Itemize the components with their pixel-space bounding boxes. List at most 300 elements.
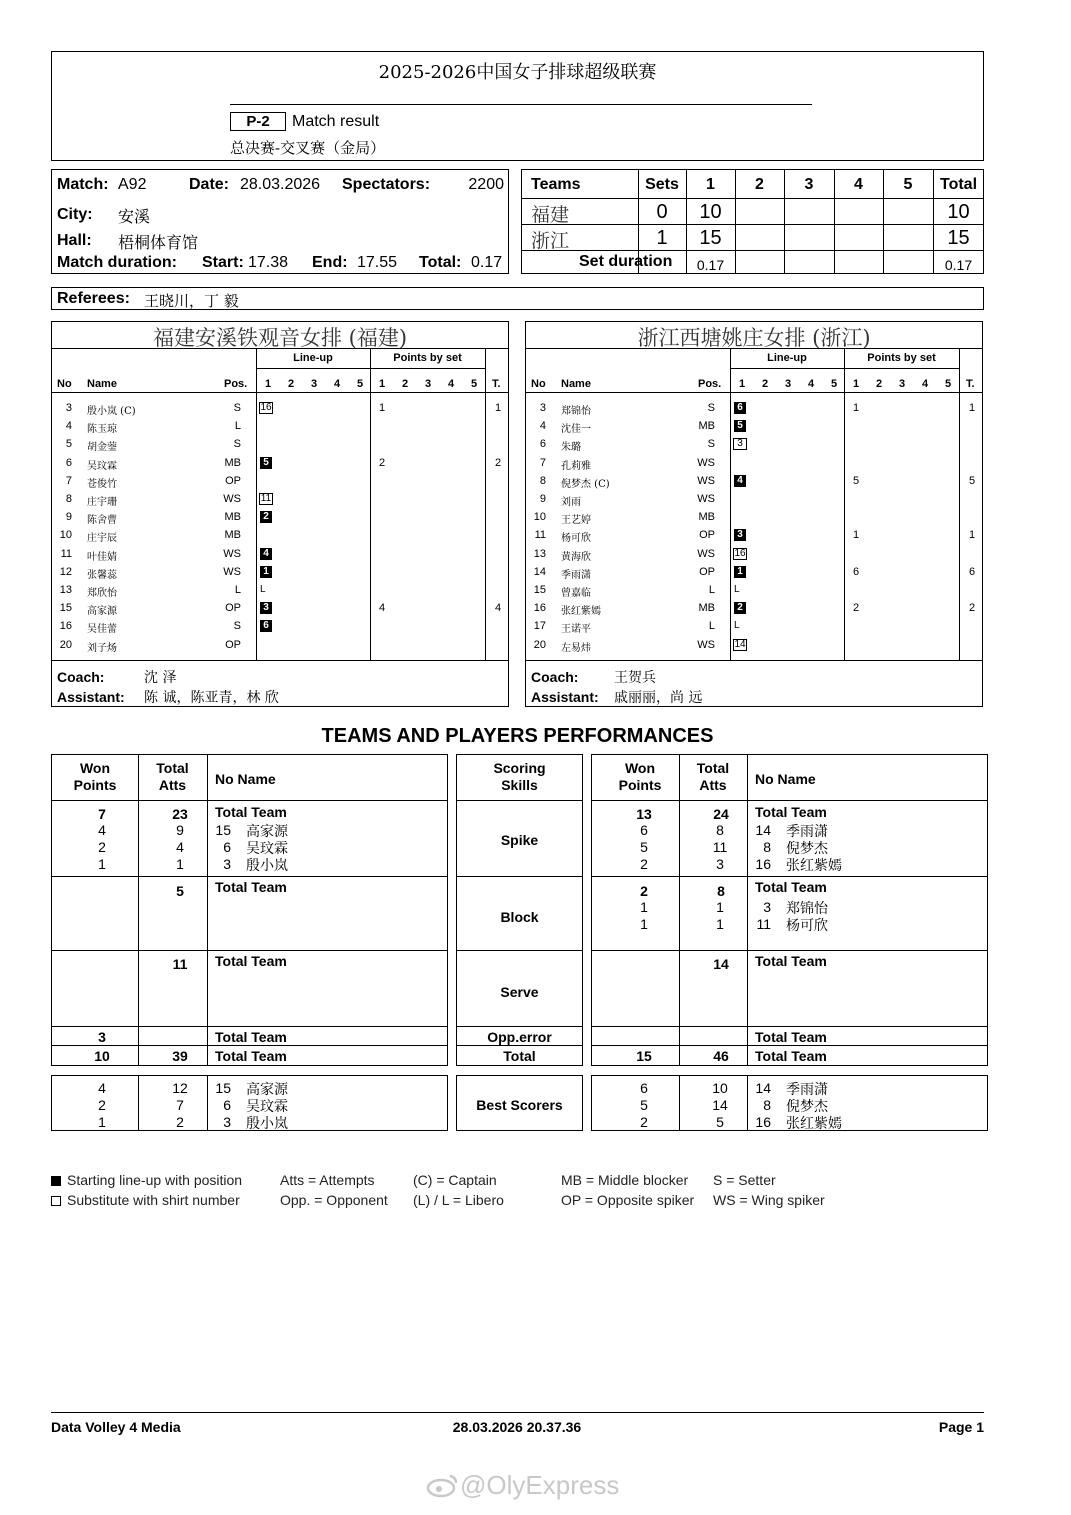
team-b-name: 浙江西塘姚庄女排 (浙江): [637, 326, 871, 350]
perf-player-no: 15: [215, 1080, 231, 1096]
player-position: WS: [697, 475, 715, 487]
perf-won: 5: [640, 839, 648, 855]
player-number: 6: [539, 438, 546, 450]
skill-opp-error: Opp.error: [487, 1029, 552, 1045]
spectators-label: Spectators:: [342, 176, 431, 193]
player-row: [52, 418, 508, 434]
total-team-b: Total Team: [755, 1048, 827, 1064]
player-row: [526, 418, 982, 434]
match-label: Match:: [57, 176, 109, 193]
player-name: 王诺平: [561, 624, 591, 635]
player-position: S: [707, 402, 715, 414]
assistant-label-b: Assistant:: [531, 689, 599, 705]
legend: [51, 1172, 951, 1212]
match-info-box: [51, 169, 509, 274]
player-position: OP: [225, 475, 241, 487]
spike-atts-a: 23: [172, 806, 188, 822]
spike-team-b: Total Team: [755, 804, 827, 820]
perf-player-no: 6: [223, 839, 231, 855]
player-row: [52, 491, 508, 507]
perf-atts: 1: [716, 899, 724, 915]
roster-team-b: [525, 321, 983, 707]
perf-won: 5: [640, 1097, 648, 1113]
skill-total: Total: [503, 1048, 536, 1064]
spike-team-a: Total Team: [215, 804, 287, 820]
player-row: [526, 637, 982, 653]
points-set-1: 6: [853, 566, 860, 578]
player-row: [52, 637, 508, 653]
player-number: 10: [59, 529, 72, 541]
lineup-start-badge: 4: [734, 475, 746, 487]
coach-a: 沈 泽: [144, 670, 177, 686]
player-name: 曾嘉临: [561, 588, 591, 599]
pts-col-2-b: 2: [876, 378, 883, 390]
set-header-1: 1: [706, 176, 715, 193]
points-by-set-header-b: Points by set: [867, 352, 936, 364]
players-team-b: [526, 400, 982, 660]
points-total: 1: [969, 402, 976, 414]
perf-atts: 5: [716, 1114, 724, 1130]
round-name: 总决赛-交叉赛（金局）: [230, 139, 386, 157]
player-number: 8: [65, 493, 72, 505]
footer-right: Page 1: [938, 1419, 984, 1435]
teams-header: Teams: [531, 176, 581, 193]
perf-player-name: 季雨潇: [786, 824, 828, 840]
player-row: [526, 546, 982, 562]
block-atts-b: 8: [717, 883, 725, 899]
set-header-4: 4: [854, 176, 863, 193]
spike-players-a: [52, 822, 447, 876]
player-row: [52, 527, 508, 543]
player-row: [526, 527, 982, 543]
perf-player-no: 6: [223, 1097, 231, 1113]
player-row: [52, 509, 508, 525]
player-position: S: [233, 438, 241, 450]
player-name: 叶佳婧: [87, 552, 117, 563]
total-header-a: Total: [156, 760, 189, 776]
score-total-a: 10: [947, 201, 970, 223]
legend-start: Starting line-up with position: [51, 1172, 242, 1188]
points-by-set-header-a: Points by set: [393, 352, 462, 364]
perf-won: 1: [98, 856, 106, 872]
col-total-a: T.: [492, 378, 501, 390]
lineup-start-badge: 4: [260, 548, 272, 560]
perf-player-name: 高家源: [246, 824, 288, 840]
perf-player-no: 14: [755, 822, 771, 838]
end-value: 17.55: [357, 254, 398, 271]
player-name: 黄海欣: [561, 552, 591, 563]
player-position: L: [234, 420, 241, 432]
player-name: 沈佳一: [561, 424, 591, 435]
block-won-b: 2: [640, 883, 648, 899]
perf-player-no: 3: [223, 856, 231, 872]
points-set-1: 4: [379, 602, 386, 614]
assistant-a: 陈 诚，陈亚青，林 欣: [144, 690, 279, 706]
perf-atts: 3: [716, 856, 724, 872]
best-scorers-a: [51, 1075, 448, 1131]
player-position: MB: [224, 457, 241, 469]
skills-column: [456, 754, 583, 1066]
perf-player-name: 吴玟霖: [246, 841, 288, 857]
player-row: [526, 600, 982, 616]
player-position: OP: [225, 639, 241, 651]
spike-players-b: [592, 822, 987, 876]
duration-label: Match duration:: [57, 254, 177, 271]
won-header-b: Won: [624, 760, 656, 776]
player-number: 17: [533, 620, 546, 632]
points-total: 5: [969, 475, 976, 487]
player-position: L: [234, 584, 241, 596]
perf-atts: 4: [176, 839, 184, 855]
end-label: End:: [312, 254, 348, 271]
pts-col-3-a: 3: [425, 378, 432, 390]
start-value: 17.38: [248, 254, 289, 271]
legend-op: OP = Opposite spiker: [561, 1192, 695, 1208]
block-team-a: Total Team: [215, 879, 287, 895]
points-total: 2: [495, 457, 502, 469]
perf-player-name: 杨可欣: [786, 918, 828, 934]
footer-center: 28.03.2026 20.37.36: [452, 1419, 582, 1435]
score-team-a: 福建: [531, 204, 570, 226]
player-position: S: [233, 620, 241, 632]
perf-player-name: 张红紫嫣: [786, 858, 842, 874]
perf-atts: 11: [712, 839, 728, 855]
player-name: 高家源: [87, 606, 117, 617]
perf-atts: 10: [712, 1080, 728, 1096]
player-name: 王艺婷: [561, 515, 591, 526]
perf-atts: 2: [176, 1114, 184, 1130]
player-name: 郑欣怡: [87, 588, 117, 599]
player-row: [52, 473, 508, 489]
report-name: Match result: [292, 113, 380, 130]
perf-won: 4: [98, 822, 106, 838]
set-header-5: 5: [903, 176, 913, 193]
player-name: 刘子炀: [87, 643, 117, 654]
footer-rule: [51, 1412, 984, 1413]
player-row: [526, 509, 982, 525]
player-name: 陈舍曹: [87, 515, 117, 526]
noname-header-a: No Name: [215, 771, 276, 787]
player-name: 左易炜: [561, 643, 591, 654]
lu-col-4-b: 4: [808, 378, 815, 390]
perf-won: 6: [640, 822, 648, 838]
block-team-b: Total Team: [755, 879, 827, 895]
legend-captain: (C) = Captain: [413, 1172, 497, 1188]
perf-atts: 9: [176, 822, 184, 838]
perf-atts: 14: [712, 1097, 728, 1113]
lineup-start-badge: 6: [734, 402, 746, 414]
lineup-header-b: Line-up: [767, 352, 807, 364]
pts-col-1-b: 1: [853, 378, 860, 390]
perf-won: 2: [640, 1114, 648, 1130]
league-title: 2025-2026中国女子排球超级联赛: [378, 62, 657, 83]
coach-b: 王贺兵: [614, 670, 656, 686]
player-number: 13: [59, 584, 72, 596]
player-number: 3: [65, 402, 72, 414]
col-no-b: No: [531, 378, 546, 390]
score-set1-a: 10: [699, 201, 722, 223]
points-set-1: 2: [853, 602, 860, 614]
perf-player-no: 16: [755, 1114, 771, 1130]
opperr-won-a: 3: [98, 1029, 106, 1045]
roster-team-a: [51, 321, 509, 707]
perf-table-a: [51, 754, 448, 1066]
legend-opp: Opp. = Opponent: [280, 1192, 388, 1208]
perf-player-no: 15: [215, 822, 231, 838]
city-label: City:: [57, 206, 93, 223]
serve-team-b: Total Team: [755, 953, 827, 969]
lineup-start-badge: 5: [260, 457, 272, 469]
col-pos-a: Pos.: [224, 378, 248, 390]
lu-col-4-a: 4: [334, 378, 341, 390]
player-position: WS: [697, 548, 715, 560]
set-header-3: 3: [804, 176, 814, 193]
col-no-a: No: [57, 378, 72, 390]
best-scorers-list-a: [52, 1080, 447, 1130]
skill-spike: Spike: [500, 832, 539, 848]
player-position: L: [708, 620, 715, 632]
player-name: 胡金蓥: [87, 442, 117, 453]
lu-col-3-b: 3: [785, 378, 792, 390]
best-scorers-label: Best Scorers: [476, 1097, 563, 1113]
player-position: MB: [698, 602, 715, 614]
match-number: A92: [118, 176, 147, 193]
points-header-b: Points: [618, 777, 662, 793]
lineup-start-badge: 6: [260, 620, 272, 632]
perf-won: 1: [98, 1114, 106, 1130]
player-row: [52, 436, 508, 452]
total-won-a: 10: [94, 1048, 110, 1064]
perf-won: 6: [640, 1080, 648, 1096]
player-name: 郑锦怡: [561, 406, 591, 417]
referees-label: Referees:: [57, 290, 130, 307]
hall-label: Hall:: [57, 232, 92, 249]
points-total: 4: [495, 602, 502, 614]
perf-player-name: 吴玟霖: [246, 1099, 288, 1115]
perf-player-name: 张红紫嫣: [786, 1116, 842, 1132]
player-name: 庄宇辰: [87, 533, 117, 544]
spike-atts-b: 24: [713, 806, 729, 822]
referees-box: [51, 287, 984, 310]
perf-player-no: 16: [755, 856, 771, 872]
block-players-b: [592, 899, 987, 939]
set-duration-total: 0.17: [944, 257, 973, 273]
pts-col-5-a: 5: [471, 378, 478, 390]
lineup-libero-mark: L: [260, 584, 266, 595]
perf-won: 2: [98, 839, 106, 855]
player-number: 5: [65, 438, 72, 450]
lineup-start-badge: 5: [734, 420, 746, 432]
spike-won-a: 7: [98, 806, 106, 822]
date-label: Date:: [189, 176, 230, 193]
player-name: 杨可欣: [561, 533, 591, 544]
team-a-name: 福建安溪铁观音女排 (福建): [152, 326, 408, 350]
points-set-1: 1: [379, 402, 386, 414]
lineup-start-badge: 3: [260, 602, 272, 614]
lineup-start-badge: 3: [734, 529, 746, 541]
points-header-a: Points: [73, 777, 117, 793]
player-number: 20: [533, 639, 546, 651]
total-header-b: Total: [696, 760, 730, 776]
player-row: [52, 564, 508, 580]
header-box: [51, 51, 984, 161]
substitute-square-icon: [51, 1196, 61, 1206]
player-number: 4: [539, 420, 546, 432]
pts-col-3-b: 3: [899, 378, 906, 390]
pts-col-2-a: 2: [402, 378, 409, 390]
player-number: 3: [539, 402, 546, 414]
player-row: [52, 455, 508, 471]
lineup-sub-badge: 16: [260, 402, 272, 413]
serve-atts-b: 14: [713, 956, 729, 972]
total-won-b: 15: [636, 1048, 652, 1064]
lineup-sub-badge: 11: [260, 493, 272, 504]
player-number: 16: [59, 620, 72, 632]
player-number: 12: [59, 566, 72, 578]
perf-player-name: 殷小岚: [246, 858, 288, 874]
perf-atts: 12: [172, 1080, 188, 1096]
spectators-value: 2200: [468, 176, 504, 193]
points-total: 1: [969, 529, 976, 541]
best-scorers-b: [591, 1075, 988, 1131]
skills-header: Skills: [501, 777, 538, 793]
hall-value: 梧桐体育馆: [118, 233, 199, 252]
player-number: 9: [539, 493, 546, 505]
legend-atts: Atts = Attempts: [280, 1172, 375, 1188]
player-row: [52, 618, 508, 634]
points-set-1: 2: [379, 457, 386, 469]
referees-names: 王晓川，丁 毅: [144, 292, 239, 310]
perf-player-name: 殷小岚: [246, 1116, 288, 1132]
points-total: 2: [969, 602, 976, 614]
perf-atts: 1: [176, 856, 184, 872]
lu-col-5-b: 5: [831, 378, 838, 390]
player-position: OP: [699, 566, 715, 578]
skill-block: Block: [500, 909, 539, 925]
player-position: WS: [223, 548, 241, 560]
perf-player-no: 14: [755, 1080, 771, 1096]
opperr-team-a: Total Team: [215, 1029, 287, 1045]
pts-col-4-a: 4: [448, 378, 455, 390]
player-position: WS: [697, 639, 715, 651]
player-position: MB: [698, 420, 715, 432]
perf-atts: 8: [716, 822, 724, 838]
won-header-a: Won: [79, 760, 111, 776]
perf-player-no: 11: [756, 916, 771, 932]
perf-atts: 7: [176, 1097, 184, 1113]
perf-player-name: 倪梦杰: [786, 841, 828, 857]
total-value: 0.17: [471, 254, 503, 271]
lineup-sub-badge: 16: [734, 548, 746, 559]
lineup-start-badge: 1: [260, 566, 272, 578]
player-position: MB: [224, 511, 241, 523]
players-team-a: [52, 400, 508, 660]
total-team-a: Total Team: [215, 1048, 287, 1064]
perf-player-no: 3: [223, 1114, 231, 1130]
lineup-libero-mark: L: [734, 620, 740, 631]
block-atts-a: 5: [176, 883, 184, 899]
player-number: 14: [533, 566, 546, 578]
lu-col-1-b: 1: [739, 378, 746, 390]
col-total-b: T.: [966, 378, 975, 390]
legend-ws: WS = Wing spiker: [713, 1192, 825, 1208]
player-name: 倪梦杰 (C): [561, 479, 610, 490]
lu-col-5-a: 5: [357, 378, 364, 390]
player-name: 孔莉雅: [561, 461, 591, 472]
score-team-b: 浙江: [531, 230, 570, 252]
atts-header-a: Atts: [158, 777, 187, 793]
player-position: OP: [225, 602, 241, 614]
player-row: [526, 582, 982, 598]
player-position: OP: [699, 529, 715, 541]
points-set-1: 1: [853, 529, 860, 541]
lu-col-2-a: 2: [288, 378, 295, 390]
scoring-header: Scoring: [493, 760, 546, 776]
lineup-libero-mark: L: [734, 584, 740, 595]
player-name: 朱璐: [561, 442, 581, 453]
player-position: L: [708, 584, 715, 596]
player-position: WS: [223, 493, 241, 505]
city-value: 安溪: [118, 207, 151, 226]
player-number: 9: [65, 511, 72, 523]
match-date: 28.03.2026: [240, 176, 321, 193]
player-row: [526, 473, 982, 489]
player-number: 20: [59, 639, 72, 651]
perf-won: 2: [98, 1097, 106, 1113]
player-name: 张红紫嫣: [561, 606, 601, 617]
player-row: [526, 436, 982, 452]
player-name: 吴佳蕾: [87, 624, 117, 635]
footer-left: Data Volley 4 Media: [51, 1419, 181, 1435]
score-table: [521, 169, 984, 274]
player-name: 殷小岚 (C): [87, 406, 136, 417]
player-name: 苍俊竹: [87, 479, 117, 490]
coach-label-a: Coach:: [57, 669, 105, 685]
coach-label-b: Coach:: [531, 669, 579, 685]
start-label: Start:: [202, 254, 244, 271]
noname-header-b: No Name: [755, 771, 816, 787]
player-number: 4: [65, 420, 72, 432]
player-position: WS: [697, 457, 715, 469]
score-sets-a: 0: [656, 201, 668, 223]
total-atts-b: 46: [713, 1048, 729, 1064]
legend-libero: (L) / L = Libero: [413, 1192, 504, 1208]
perf-table-b: [591, 754, 988, 1066]
best-scorers-list-b: [592, 1080, 987, 1130]
perf-player-name: 季雨潇: [786, 1082, 828, 1098]
lineup-header-a: Line-up: [293, 352, 333, 364]
set-duration-label: Set duration: [579, 253, 673, 270]
player-name: 庄宇珊: [87, 497, 117, 508]
score-sets-b: 1: [656, 227, 668, 249]
player-number: 11: [534, 529, 546, 541]
lineup-start-badge: 2: [260, 511, 272, 523]
pts-col-1-a: 1: [379, 378, 386, 390]
player-name: 季雨潇: [561, 570, 591, 581]
legend-sub: Substitute with shirt number: [51, 1192, 240, 1208]
report-code: P-2: [230, 112, 286, 131]
perf-player-name: 郑锦怡: [786, 901, 828, 917]
atts-header-b: Atts: [699, 777, 727, 793]
perf-player-no: 8: [763, 839, 771, 855]
player-row: [52, 546, 508, 562]
lu-col-1-a: 1: [265, 378, 272, 390]
player-number: 11: [60, 548, 72, 560]
perf-player-name: 高家源: [246, 1082, 288, 1098]
lu-col-2-b: 2: [762, 378, 769, 390]
col-name-b: Name: [561, 378, 591, 390]
perf-player-name: 倪梦杰: [786, 1099, 828, 1115]
